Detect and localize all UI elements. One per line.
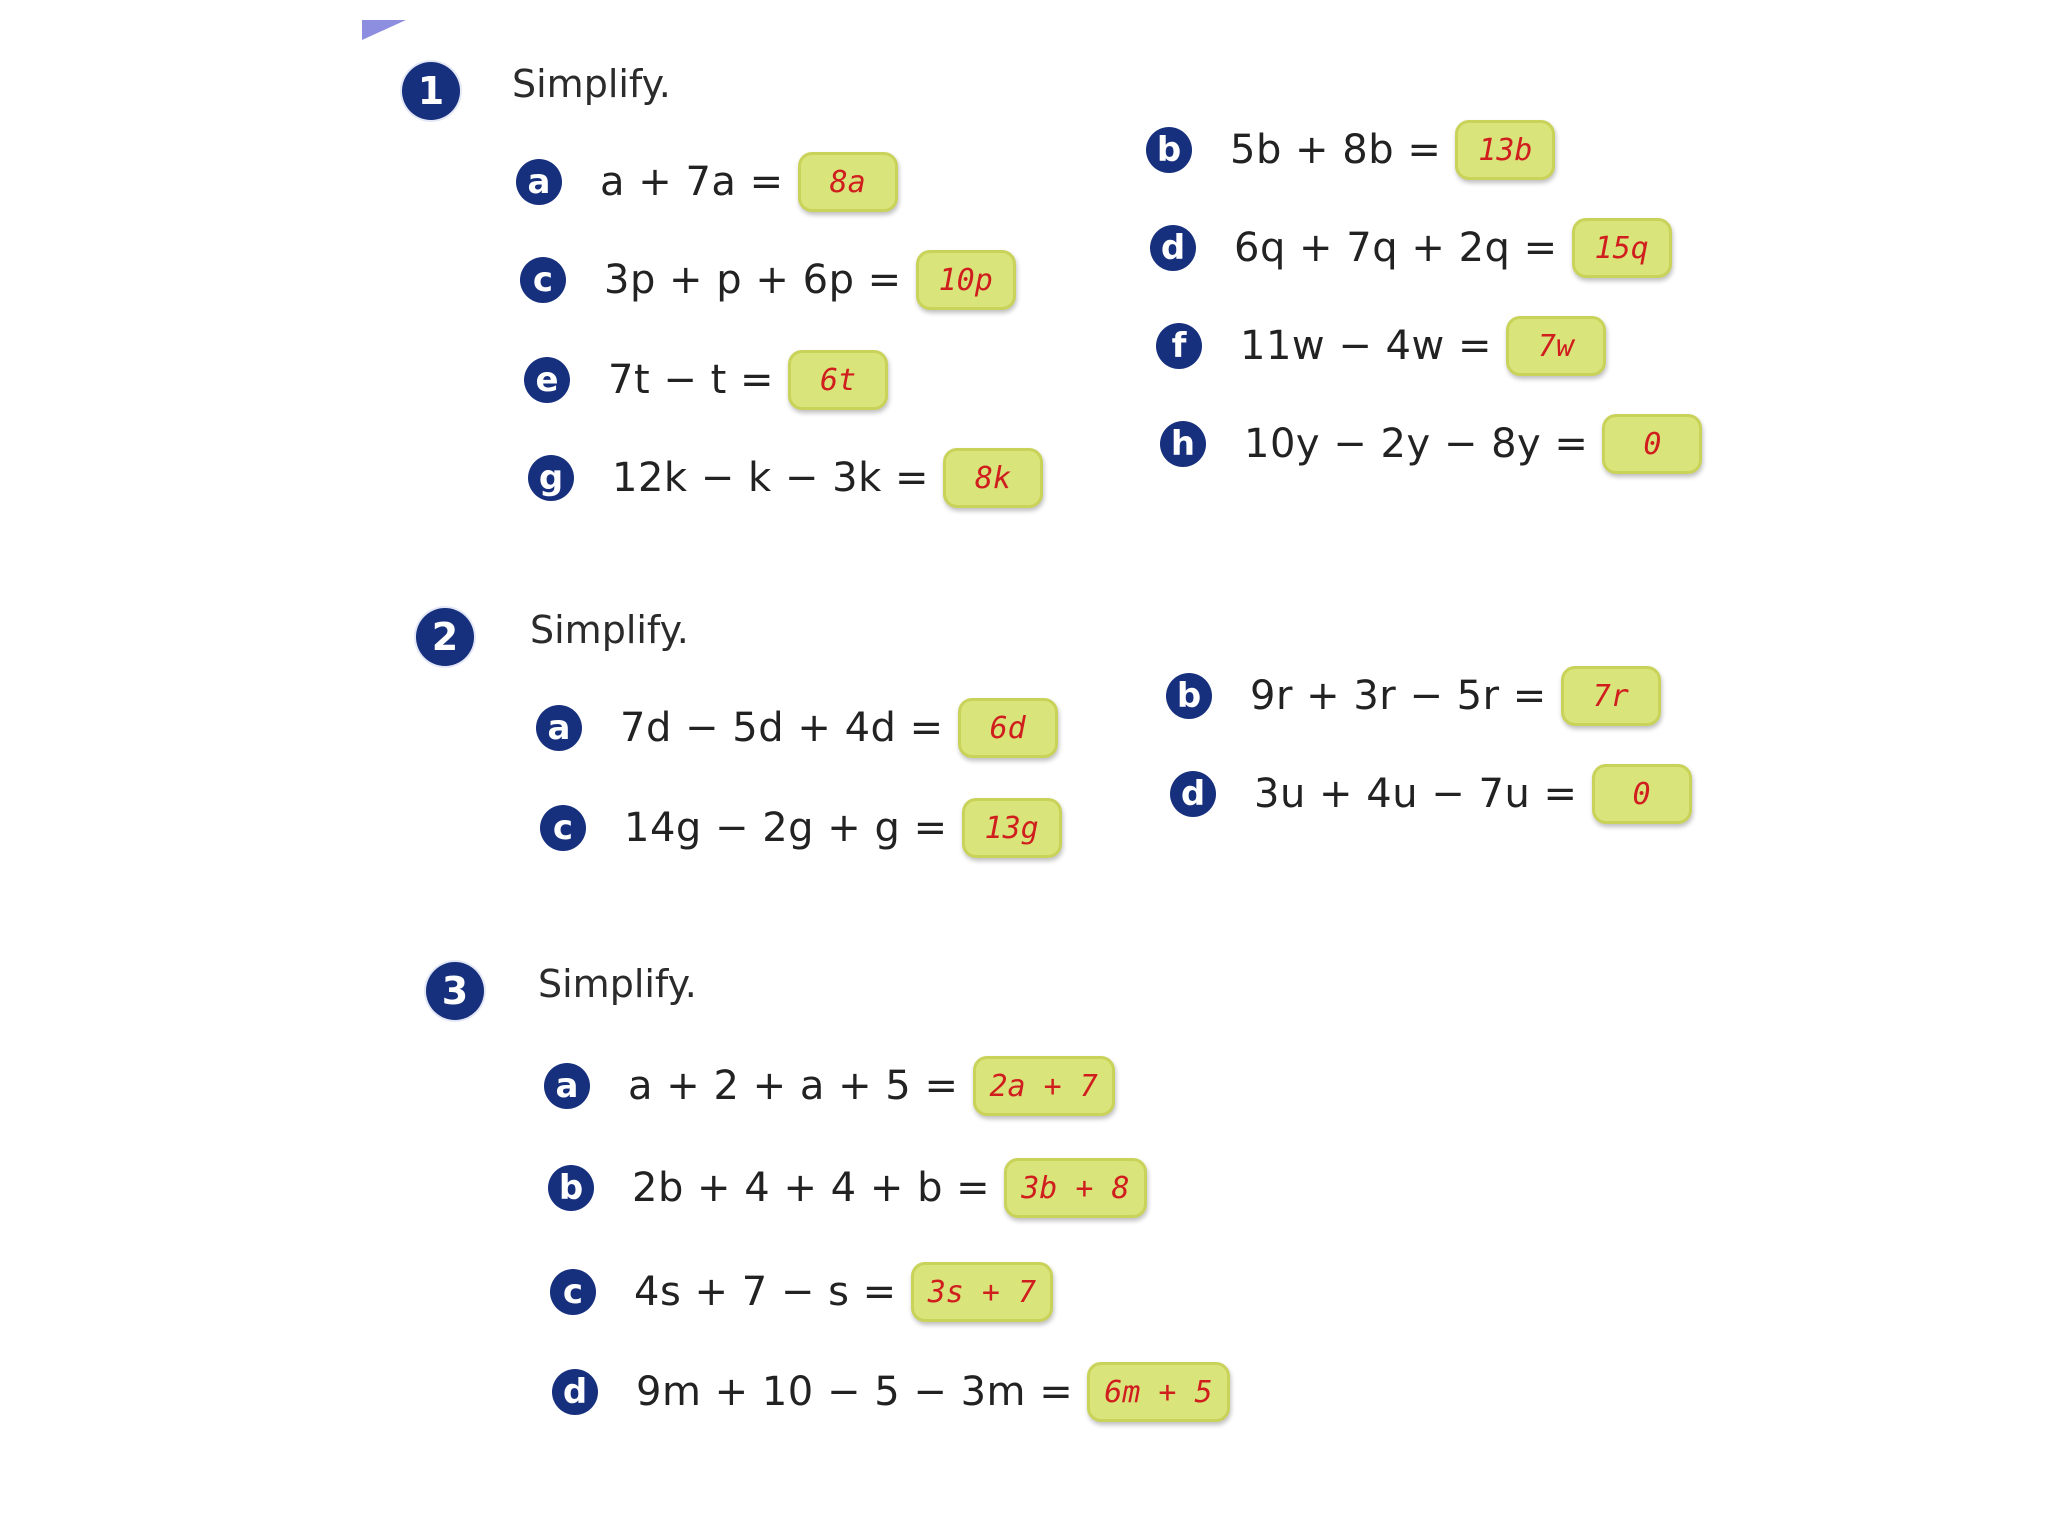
answer-box: 8a <box>798 152 898 212</box>
answer-box: 3s + 7 <box>911 1262 1053 1322</box>
item-letter-f: f <box>1156 323 1202 369</box>
answer-box: 7r <box>1561 666 1661 726</box>
answer-box: 0 <box>1602 414 1702 474</box>
q1-item-a <box>516 152 898 212</box>
q3-item-d <box>552 1362 1230 1422</box>
expression: a + 2 + a + 5 = <box>628 1063 959 1109</box>
item-letter-b: b <box>1146 127 1192 173</box>
expression: 10y − 2y − 8y = <box>1244 421 1589 467</box>
answer-box: 2a + 7 <box>973 1056 1115 1116</box>
q1-item-g <box>528 448 1043 508</box>
answer-box: 0 <box>1592 764 1692 824</box>
answer-box: 15q <box>1572 218 1672 278</box>
question-3-number: 3 <box>426 962 484 1020</box>
answer-box: 13g <box>962 798 1062 858</box>
item-letter-c: c <box>540 805 586 851</box>
q2-item-a <box>536 698 1058 758</box>
answer-box: 13b <box>1455 120 1555 180</box>
answer-box: 8k <box>943 448 1043 508</box>
question-1-title: Simplify. <box>512 62 671 106</box>
expression: a + 7a = <box>600 159 784 205</box>
expression: 12k − k − 3k = <box>612 455 929 501</box>
expression: 9m + 10 − 5 − 3m = <box>636 1369 1074 1415</box>
answer-box: 3b + 8 <box>1004 1158 1146 1218</box>
item-letter-d: d <box>1150 225 1196 271</box>
item-letter-c: c <box>550 1269 596 1315</box>
question-1-number: 1 <box>402 62 460 120</box>
item-letter-d: d <box>552 1369 598 1415</box>
q1-item-d <box>1150 218 1672 278</box>
expression: 14g − 2g + g = <box>624 805 948 851</box>
item-letter-d: d <box>1170 771 1216 817</box>
q3-item-a <box>544 1056 1115 1116</box>
q2-item-d <box>1170 764 1692 824</box>
expression: 11w − 4w = <box>1240 323 1492 369</box>
q3-item-c <box>550 1262 1053 1322</box>
q1-item-f <box>1156 316 1606 376</box>
item-letter-a: a <box>544 1063 590 1109</box>
answer-box: 10p <box>916 250 1016 310</box>
expression: 3p + p + 6p = <box>604 257 902 303</box>
answer-box: 7w <box>1506 316 1606 376</box>
q1-item-e <box>524 350 888 410</box>
expression: 2b + 4 + 4 + b = <box>632 1165 991 1211</box>
item-letter-c: c <box>520 257 566 303</box>
expression: 7t − t = <box>608 357 774 403</box>
expression: 3u + 4u − 7u = <box>1254 771 1578 817</box>
corner-decoration <box>362 20 406 40</box>
answer-box: 6m + 5 <box>1087 1362 1229 1422</box>
item-letter-a: a <box>536 705 582 751</box>
item-letter-h: h <box>1160 421 1206 467</box>
expression: 7d − 5d + 4d = <box>620 705 944 751</box>
item-letter-a: a <box>516 159 562 205</box>
expression: 9r + 3r − 5r = <box>1250 673 1547 719</box>
answer-box: 6d <box>958 698 1058 758</box>
q1-item-b <box>1146 120 1555 180</box>
q1-item-c <box>520 250 1016 310</box>
q3-item-b <box>548 1158 1147 1218</box>
q2-item-c <box>540 798 1062 858</box>
q2-item-b <box>1166 666 1661 726</box>
question-3-title: Simplify. <box>538 962 697 1006</box>
expression: 4s + 7 − s = <box>634 1269 897 1315</box>
q1-item-h <box>1160 414 1702 474</box>
question-2-number: 2 <box>416 608 474 666</box>
item-letter-g: g <box>528 455 574 501</box>
item-letter-b: b <box>1166 673 1212 719</box>
question-2-title: Simplify. <box>530 608 689 652</box>
item-letter-e: e <box>524 357 570 403</box>
answer-box: 6t <box>788 350 888 410</box>
expression: 5b + 8b = <box>1230 127 1442 173</box>
item-letter-b: b <box>548 1165 594 1211</box>
expression: 6q + 7q + 2q = <box>1234 225 1558 271</box>
